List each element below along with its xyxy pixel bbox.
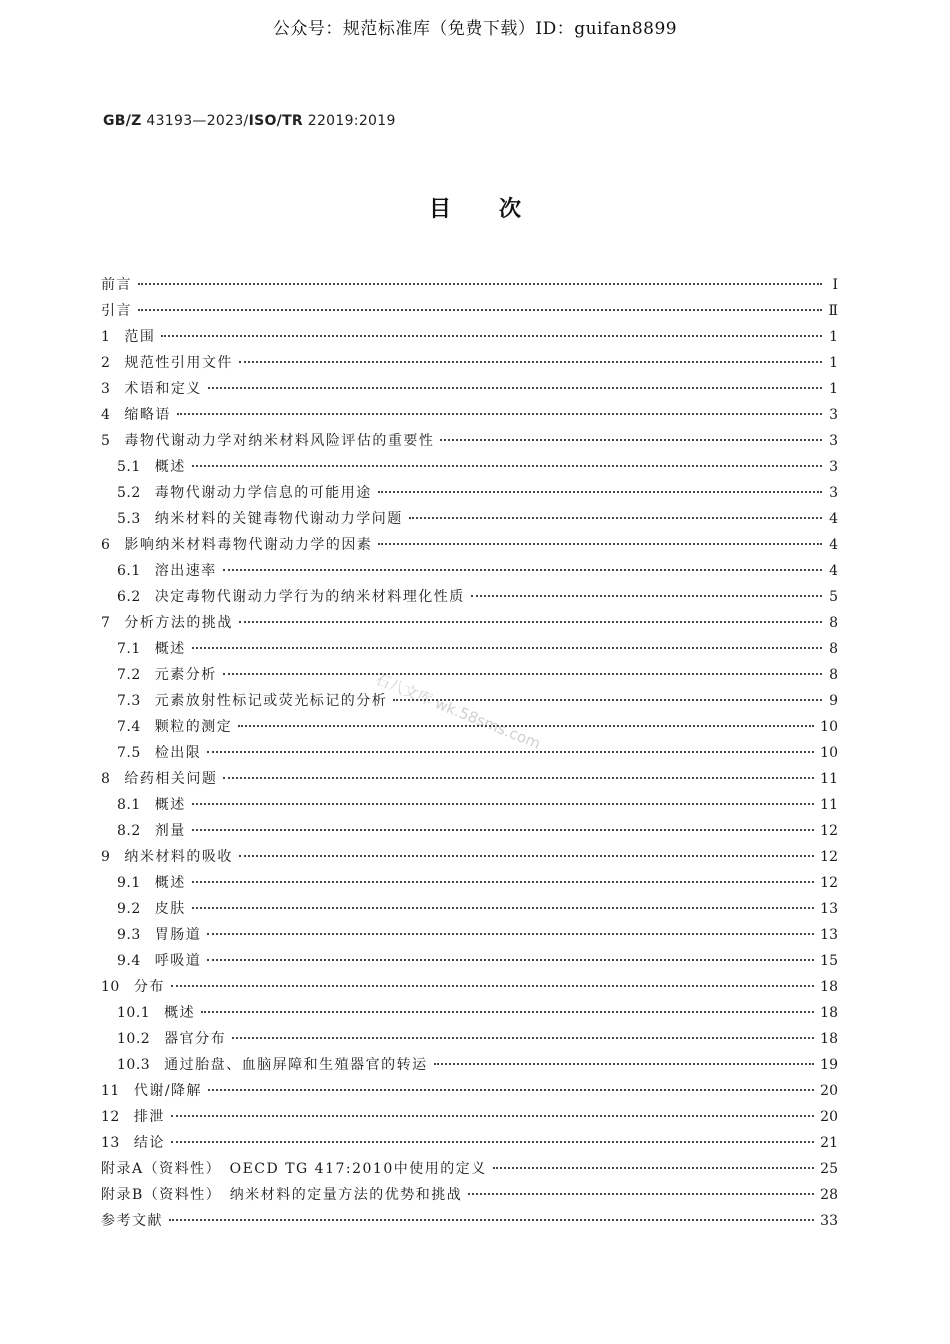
toc-label: 元素分析 <box>154 667 217 683</box>
toc-number: 8.1 <box>117 797 141 813</box>
toc-entry[interactable] <box>101 1156 838 1182</box>
toc-dot-leader <box>138 283 822 285</box>
toc-page-number: 1 <box>829 329 838 345</box>
toc-label: 决定毒物代谢动力学行为的纳米材料理化性质 <box>154 589 465 605</box>
toc-dot-leader <box>192 829 814 831</box>
toc-label: 前言 <box>101 277 132 293</box>
toc-label: 器官分布 <box>164 1031 227 1047</box>
toc-dot-leader <box>192 907 814 909</box>
toc-dot-leader <box>239 361 822 363</box>
toc-entry[interactable] <box>101 1130 838 1156</box>
iso-number: 22019:2019 <box>303 113 396 129</box>
toc-page-number: 4 <box>829 537 838 553</box>
toc-number: 7.1 <box>117 641 141 657</box>
toc-number: 9.2 <box>117 901 141 917</box>
table-of-contents <box>101 272 838 1234</box>
toc-page-number: 10 <box>820 745 838 761</box>
toc-number: 7.5 <box>117 745 141 761</box>
toc-dot-leader <box>161 335 822 337</box>
toc-dot-leader <box>239 855 814 857</box>
toc-label: 毒物代谢动力学对纳米材料风险评估的重要性 <box>124 433 435 449</box>
toc-number: 9.4 <box>117 953 141 969</box>
toc-number: 10.2 <box>117 1031 151 1047</box>
toc-dot-leader <box>239 621 822 623</box>
toc-page-number: 1 <box>829 381 838 397</box>
toc-number: 5.3 <box>117 511 141 527</box>
toc-entry[interactable] <box>101 1104 838 1130</box>
toc-dot-leader <box>493 1167 814 1169</box>
toc-page-number: 1 <box>829 355 838 371</box>
toc-page-number: 11 <box>820 797 838 813</box>
toc-page-number: 13 <box>820 927 838 943</box>
toc-number: 7 <box>101 615 111 631</box>
toc-label: 规范性引用文件 <box>124 355 233 371</box>
toc-number: 9 <box>101 849 111 865</box>
toc-label: 概述 <box>154 875 186 891</box>
toc-dot-leader <box>471 595 822 597</box>
toc-page-number: 3 <box>829 407 838 423</box>
toc-dot-leader <box>207 933 814 935</box>
toc-entry[interactable] <box>101 636 838 662</box>
toc-dot-leader <box>171 1115 814 1117</box>
toc-entry[interactable] <box>101 688 838 714</box>
toc-page-number: 20 <box>820 1083 838 1099</box>
toc-dot-leader <box>434 1063 815 1065</box>
toc-dot-leader <box>207 959 814 961</box>
toc-number: 8 <box>101 771 111 787</box>
toc-label: 通过胎盘、血脑屏障和生殖器官的转运 <box>164 1057 428 1073</box>
toc-entry[interactable] <box>101 1026 838 1052</box>
toc-label: 检出限 <box>154 745 202 761</box>
toc-label: 分布 <box>133 979 165 995</box>
toc-label: 剂量 <box>154 823 186 839</box>
toc-label: 参考文献 <box>101 1213 163 1229</box>
toc-page-number: 8 <box>829 615 838 631</box>
toc-label: 颗粒的测定 <box>154 719 233 735</box>
toc-page-number: 3 <box>829 433 838 449</box>
toc-page-number: 20 <box>820 1109 838 1125</box>
toc-entry[interactable] <box>101 948 838 974</box>
toc-entry[interactable] <box>101 1208 838 1234</box>
toc-label: 纳米材料的关键毒物代谢动力学问题 <box>154 511 403 527</box>
toc-label: 影响纳米材料毒物代谢动力学的因素 <box>124 537 373 553</box>
toc-number: 12 <box>101 1109 120 1125</box>
toc-entry[interactable] <box>101 1078 838 1104</box>
toc-dot-leader <box>223 673 822 675</box>
standard-prefix: GB/Z <box>103 113 142 129</box>
toc-entry[interactable] <box>101 350 838 376</box>
toc-number: 11 <box>101 1083 120 1099</box>
toc-entry[interactable] <box>101 896 838 922</box>
toc-number: 6.1 <box>117 563 141 579</box>
toc-entry[interactable] <box>101 610 838 636</box>
toc-entry[interactable] <box>101 1052 838 1078</box>
document-code <box>103 113 396 129</box>
toc-page-number: 18 <box>820 1005 838 1021</box>
toc-label: 排泄 <box>133 1109 165 1125</box>
toc-label: 溶出速率 <box>154 563 217 579</box>
toc-page-number: 33 <box>820 1213 838 1229</box>
toc-dot-leader <box>440 439 822 441</box>
toc-dot-leader <box>169 1219 814 1221</box>
standard-number: 43193—2023/ <box>141 113 249 129</box>
toc-dot-leader <box>393 699 822 701</box>
toc-dot-leader <box>409 517 822 519</box>
toc-number: 8.2 <box>117 823 141 839</box>
toc-entry[interactable] <box>101 870 838 896</box>
toc-label: 概述 <box>154 459 186 475</box>
toc-page-number: 19 <box>820 1057 838 1073</box>
toc-page-number: 8 <box>829 641 838 657</box>
toc-entry[interactable] <box>101 428 838 454</box>
toc-entry[interactable] <box>101 454 838 480</box>
toc-entry[interactable] <box>101 922 838 948</box>
toc-dot-leader <box>208 387 822 389</box>
toc-number: 13 <box>101 1135 120 1151</box>
toc-label: 分析方法的挑战 <box>124 615 233 631</box>
iso-prefix: ISO/TR <box>248 113 304 129</box>
toc-entry[interactable] <box>101 532 838 558</box>
toc-dot-leader <box>192 465 822 467</box>
toc-label: 代谢/降解 <box>133 1083 203 1099</box>
toc-dot-leader <box>201 1011 814 1013</box>
toc-page-number: 28 <box>820 1187 838 1203</box>
toc-number: 7.2 <box>117 667 141 683</box>
toc-number: 10 <box>101 979 120 995</box>
toc-label: 概述 <box>154 797 186 813</box>
toc-entry[interactable] <box>101 844 838 870</box>
toc-label: 范围 <box>124 329 156 345</box>
toc-page-number: 4 <box>829 563 838 579</box>
toc-dot-leader <box>192 881 814 883</box>
toc-number: 6.2 <box>117 589 141 605</box>
page-title: 目次 <box>428 197 569 222</box>
toc-entry[interactable] <box>101 1182 838 1208</box>
toc-dot-leader <box>177 413 822 415</box>
toc-number: 10.1 <box>117 1005 151 1021</box>
toc-entry[interactable] <box>101 740 838 766</box>
toc-page-number: 13 <box>820 901 838 917</box>
toc-entry[interactable] <box>101 584 838 610</box>
toc-page-number: 3 <box>829 485 838 501</box>
toc-page-number: 18 <box>820 1031 838 1047</box>
toc-dot-leader <box>223 777 814 779</box>
toc-dot-leader <box>208 1089 814 1091</box>
toc-entry[interactable] <box>101 298 838 324</box>
toc-label: 纳米材料的吸收 <box>124 849 233 865</box>
toc-dot-leader <box>192 647 822 649</box>
toc-number: 3 <box>101 381 111 397</box>
toc-entry[interactable] <box>101 766 838 792</box>
toc-page-number: 10 <box>820 719 838 735</box>
toc-number: 4 <box>101 407 111 423</box>
toc-number: 5.2 <box>117 485 141 501</box>
toc-dot-leader <box>238 725 814 727</box>
toc-number: 1 <box>101 329 111 345</box>
toc-dot-leader <box>192 803 814 805</box>
toc-page-number: 11 <box>820 771 838 787</box>
toc-label: 给药相关问题 <box>124 771 218 787</box>
toc-entry[interactable] <box>101 974 838 1000</box>
toc-entry[interactable] <box>101 480 838 506</box>
toc-label: 附录A（资料性） OECD TG 417:2010中使用的定义 <box>101 1161 487 1177</box>
toc-dot-leader <box>232 1037 814 1039</box>
toc-page-number: 5 <box>829 589 838 605</box>
toc-label: 皮肤 <box>154 901 186 917</box>
toc-dot-leader <box>378 491 822 493</box>
toc-label: 缩略语 <box>124 407 171 423</box>
toc-entry[interactable] <box>101 558 838 584</box>
toc-number: 5 <box>101 433 111 449</box>
toc-entry[interactable] <box>101 662 838 688</box>
toc-entry[interactable] <box>101 272 838 298</box>
toc-entry[interactable] <box>101 714 838 740</box>
toc-page-number: 12 <box>820 849 838 865</box>
toc-label: 毒物代谢动力学信息的可能用途 <box>154 485 372 501</box>
toc-page-number: 18 <box>820 979 838 995</box>
toc-dot-leader <box>171 985 814 987</box>
toc-label: 结论 <box>133 1135 165 1151</box>
toc-label: 呼吸道 <box>154 953 202 969</box>
toc-number: 6 <box>101 537 111 553</box>
toc-entry[interactable] <box>101 402 838 428</box>
toc-label: 引言 <box>101 303 132 319</box>
toc-page-number: 8 <box>829 667 838 683</box>
toc-label: 胃肠道 <box>154 927 202 943</box>
toc-page-number: 12 <box>820 875 838 891</box>
toc-label: 概述 <box>164 1005 196 1021</box>
watermark: 石八文库 wk.58sms.com <box>372 669 544 753</box>
toc-number: 9.3 <box>117 927 141 943</box>
toc-dot-leader <box>378 543 822 545</box>
toc-dot-leader <box>468 1193 814 1195</box>
toc-number: 2 <box>101 355 111 371</box>
toc-entry[interactable] <box>101 1000 838 1026</box>
toc-entry[interactable] <box>101 376 838 402</box>
toc-number: 7.4 <box>117 719 141 735</box>
toc-number: 10.3 <box>117 1057 151 1073</box>
toc-page-number: 25 <box>820 1161 838 1177</box>
toc-entry[interactable] <box>101 324 838 350</box>
toc-page-number: 4 <box>829 511 838 527</box>
toc-page-number: 12 <box>820 823 838 839</box>
toc-label: 术语和定义 <box>124 381 202 397</box>
top-banner: 公众号：规范标准库（免费下载）ID：guifan8899 <box>272 19 678 39</box>
toc-page-number: 3 <box>829 459 838 475</box>
toc-number: 9.1 <box>117 875 141 891</box>
toc-number: 7.3 <box>117 693 141 709</box>
toc-number: 5.1 <box>117 459 141 475</box>
toc-page-number: 9 <box>829 693 838 709</box>
toc-entry[interactable] <box>101 792 838 818</box>
toc-page-number: 21 <box>820 1135 838 1151</box>
toc-dot-leader <box>138 309 822 311</box>
toc-dot-leader <box>223 569 822 571</box>
toc-entry[interactable] <box>101 506 838 532</box>
toc-page-number: Ⅱ <box>828 303 838 319</box>
toc-label: 概述 <box>154 641 186 657</box>
toc-label: 元素放射性标记或荧光标记的分析 <box>154 693 388 709</box>
toc-label: 附录B（资料性） 纳米材料的定量方法的优势和挑战 <box>101 1187 463 1203</box>
toc-dot-leader <box>171 1141 814 1143</box>
toc-dot-leader <box>207 751 814 753</box>
toc-page-number: 15 <box>820 953 838 969</box>
toc-page-number: Ⅰ <box>832 277 838 293</box>
toc-entry[interactable] <box>101 818 838 844</box>
